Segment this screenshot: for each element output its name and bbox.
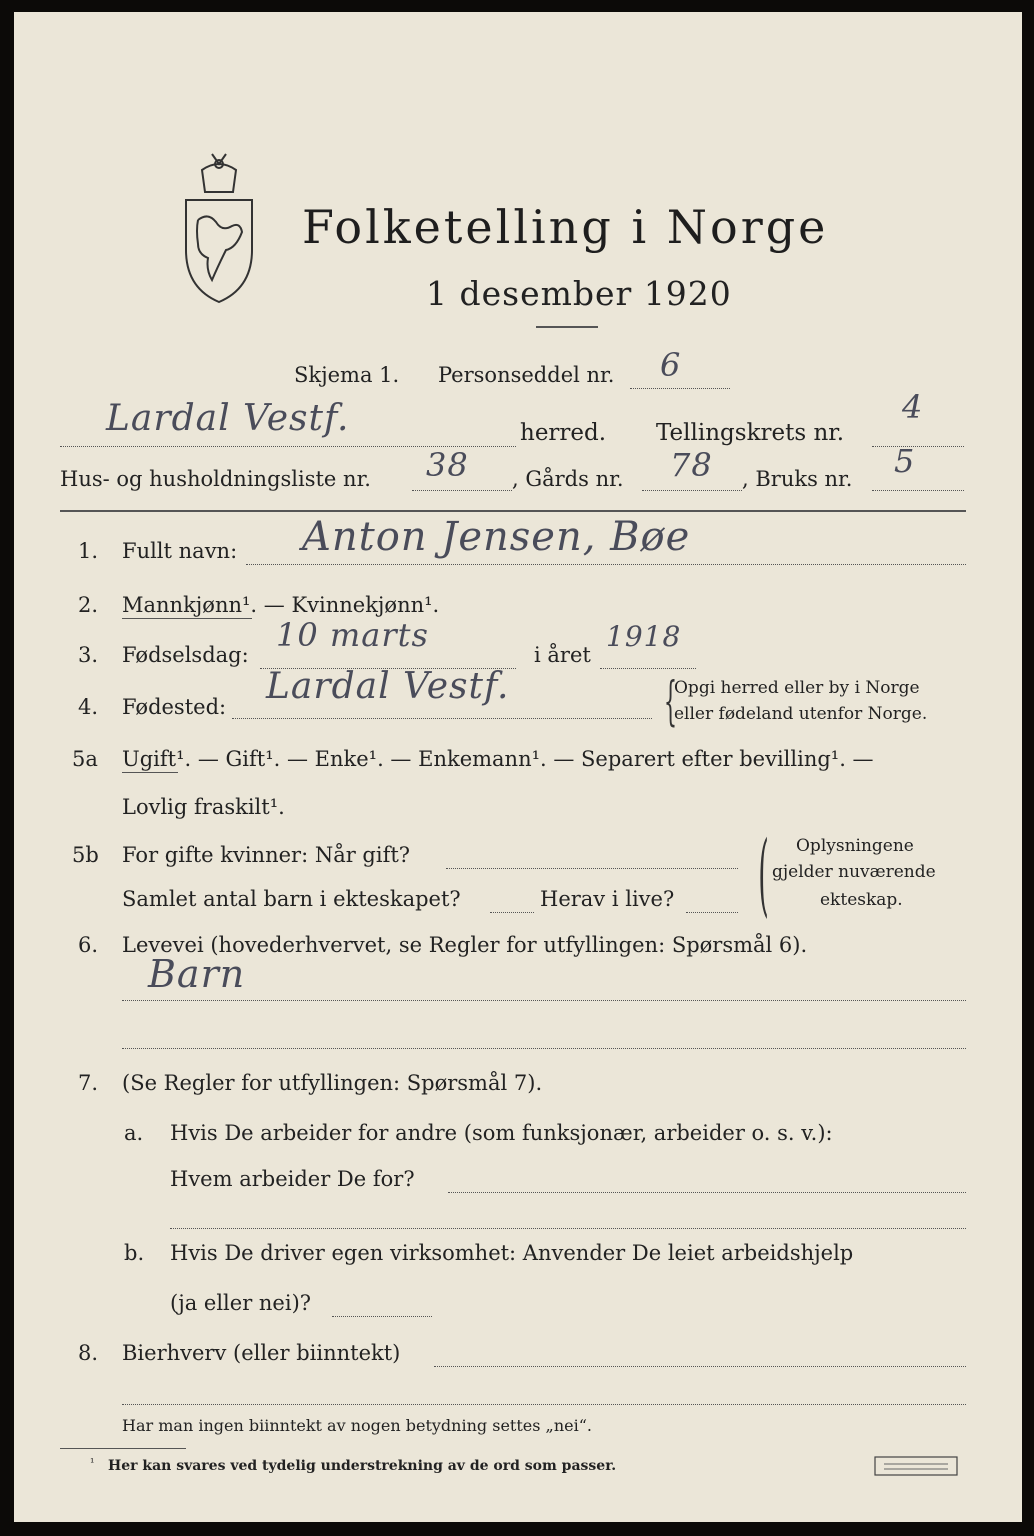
q3-year-label: i året: [534, 643, 591, 667]
q5b-line1: For gifte kvinner: Når gift?: [122, 843, 411, 867]
husliste-line: [412, 490, 512, 491]
census-date: 1 desember 1920: [426, 274, 732, 313]
q7-label: (Se Regler for utfyllingen: Spørsmål 7).: [122, 1071, 543, 1095]
tellingskrets-label: Tellingskrets nr.: [656, 420, 845, 446]
q3-number: 3.: [78, 643, 99, 667]
q5b-alive-line: [686, 912, 738, 913]
tellingskrets-value[interactable]: 4: [902, 388, 924, 426]
q1-number: 1.: [78, 539, 99, 563]
q4-line: [232, 718, 652, 719]
personseddel-label: Personseddel nr.: [438, 363, 615, 387]
q7a-line2: Hvem arbeider De for?: [170, 1167, 415, 1191]
q5a-line1: Ugift¹. — Gift¹. — Enke¹. — Enkemann¹. — Separert efter bevilling¹. —: [122, 747, 874, 771]
q4-value[interactable]: Lardal Vestf.: [266, 666, 510, 707]
form-title: Folketelling i Norge: [302, 200, 829, 254]
q5b-brace: (: [758, 822, 769, 927]
q7a-number: a.: [124, 1121, 144, 1145]
bruks-value[interactable]: 5: [894, 442, 916, 480]
q3-value[interactable]: 10 marts: [276, 616, 429, 654]
q3-label: Fødselsdag:: [122, 643, 249, 667]
q5a-underline: [122, 772, 178, 773]
title-divider: [536, 326, 598, 328]
q6-line1: [122, 1000, 966, 1001]
q2-underline: [122, 618, 252, 619]
q1-value[interactable]: Anton Jensen, Bøe: [302, 514, 691, 560]
q5b-note1: Oplysningene: [796, 836, 914, 856]
q6-number: 6.: [78, 933, 99, 957]
q7a-line1: Hvis De arbeider for andre (som funksjonær, arbeider o. s. v.):: [170, 1121, 833, 1145]
census-form-page: [14, 12, 1022, 1522]
bruks-label: , Bruks nr.: [742, 467, 853, 491]
q2-number: 2.: [78, 593, 99, 617]
q5b-married-line: [446, 868, 738, 869]
personseddel-value[interactable]: 6: [660, 346, 682, 384]
footnote-mark: ¹: [90, 1456, 95, 1469]
q4-note-line1: Opgi herred eller by i Norge: [674, 678, 920, 698]
q4-note-line2: eller fødeland utenfor Norge.: [674, 704, 928, 724]
q6-value[interactable]: Barn: [148, 952, 246, 996]
q5b-number: 5b: [72, 843, 99, 867]
q4-number: 4.: [78, 695, 99, 719]
gards-value[interactable]: 78: [670, 446, 713, 484]
q6-line2: [122, 1048, 966, 1049]
q3-year-line: [600, 668, 696, 669]
q7-number: 7.: [78, 1071, 99, 1095]
printer-mark-icon: [874, 1456, 958, 1476]
q7b-number: b.: [124, 1241, 145, 1265]
herred-label: herred.: [520, 420, 607, 446]
q8-number: 8.: [78, 1341, 99, 1365]
q5b-note2: gjelder nuværende: [772, 862, 936, 882]
bruks-line: [872, 490, 964, 491]
gards-line: [642, 490, 742, 491]
q4-label: Fødested:: [122, 695, 227, 719]
footnote-text: Her kan svares ved tydelig understrekning av de ord som passer.: [108, 1458, 617, 1474]
q5a-number: 5a: [72, 747, 98, 771]
q7a-line: [448, 1192, 966, 1193]
q5b-note3: ekteskap.: [820, 890, 903, 910]
personseddel-line: [630, 388, 730, 389]
q8-label: Bierhverv (eller biinntekt): [122, 1341, 401, 1365]
q7a-line-extra: [170, 1228, 966, 1229]
q4-brace: {: [663, 672, 678, 732]
q3-year-value[interactable]: 1918: [606, 620, 682, 653]
q7b-line2: (ja eller nei)?: [170, 1291, 312, 1315]
header-divider: [60, 510, 966, 512]
q6-label: Levevei (hovederhvervet, se Regler for utfyllingen: Spørsmål 6).: [122, 933, 808, 957]
skjema-label: Skjema 1.: [294, 363, 400, 387]
q5b-line2b: Herav i live?: [540, 887, 675, 911]
q8-line2: [122, 1404, 966, 1405]
q7b-line1: Hvis De driver egen virksomhet: Anvender De leiet arbeidshjelp: [170, 1241, 854, 1265]
q8-line1: [434, 1366, 966, 1367]
q7b-line: [332, 1316, 432, 1317]
q5b-line2a: Samlet antal barn i ekteskapet?: [122, 887, 461, 911]
gards-label: , Gårds nr.: [512, 467, 624, 491]
q1-line: [246, 564, 966, 565]
coat-of-arms-icon: [174, 150, 264, 310]
income-note: Har man ingen biinntekt av nogen betydning settes „nei“.: [122, 1416, 592, 1435]
husliste-label: Hus- og husholdningsliste nr.: [60, 467, 371, 491]
husliste-value[interactable]: 38: [426, 446, 469, 484]
q5b-children-line: [490, 912, 534, 913]
tellingskrets-line: [872, 446, 964, 447]
q2-label: Mannkjønn¹. — Kvinnekjønn¹.: [122, 593, 440, 617]
q5a-line2: Lovlig fraskilt¹.: [122, 795, 285, 819]
footnote-divider: [60, 1448, 186, 1449]
herred-value[interactable]: Lardal Vestf.: [106, 398, 350, 439]
q1-label: Fullt navn:: [122, 539, 238, 563]
